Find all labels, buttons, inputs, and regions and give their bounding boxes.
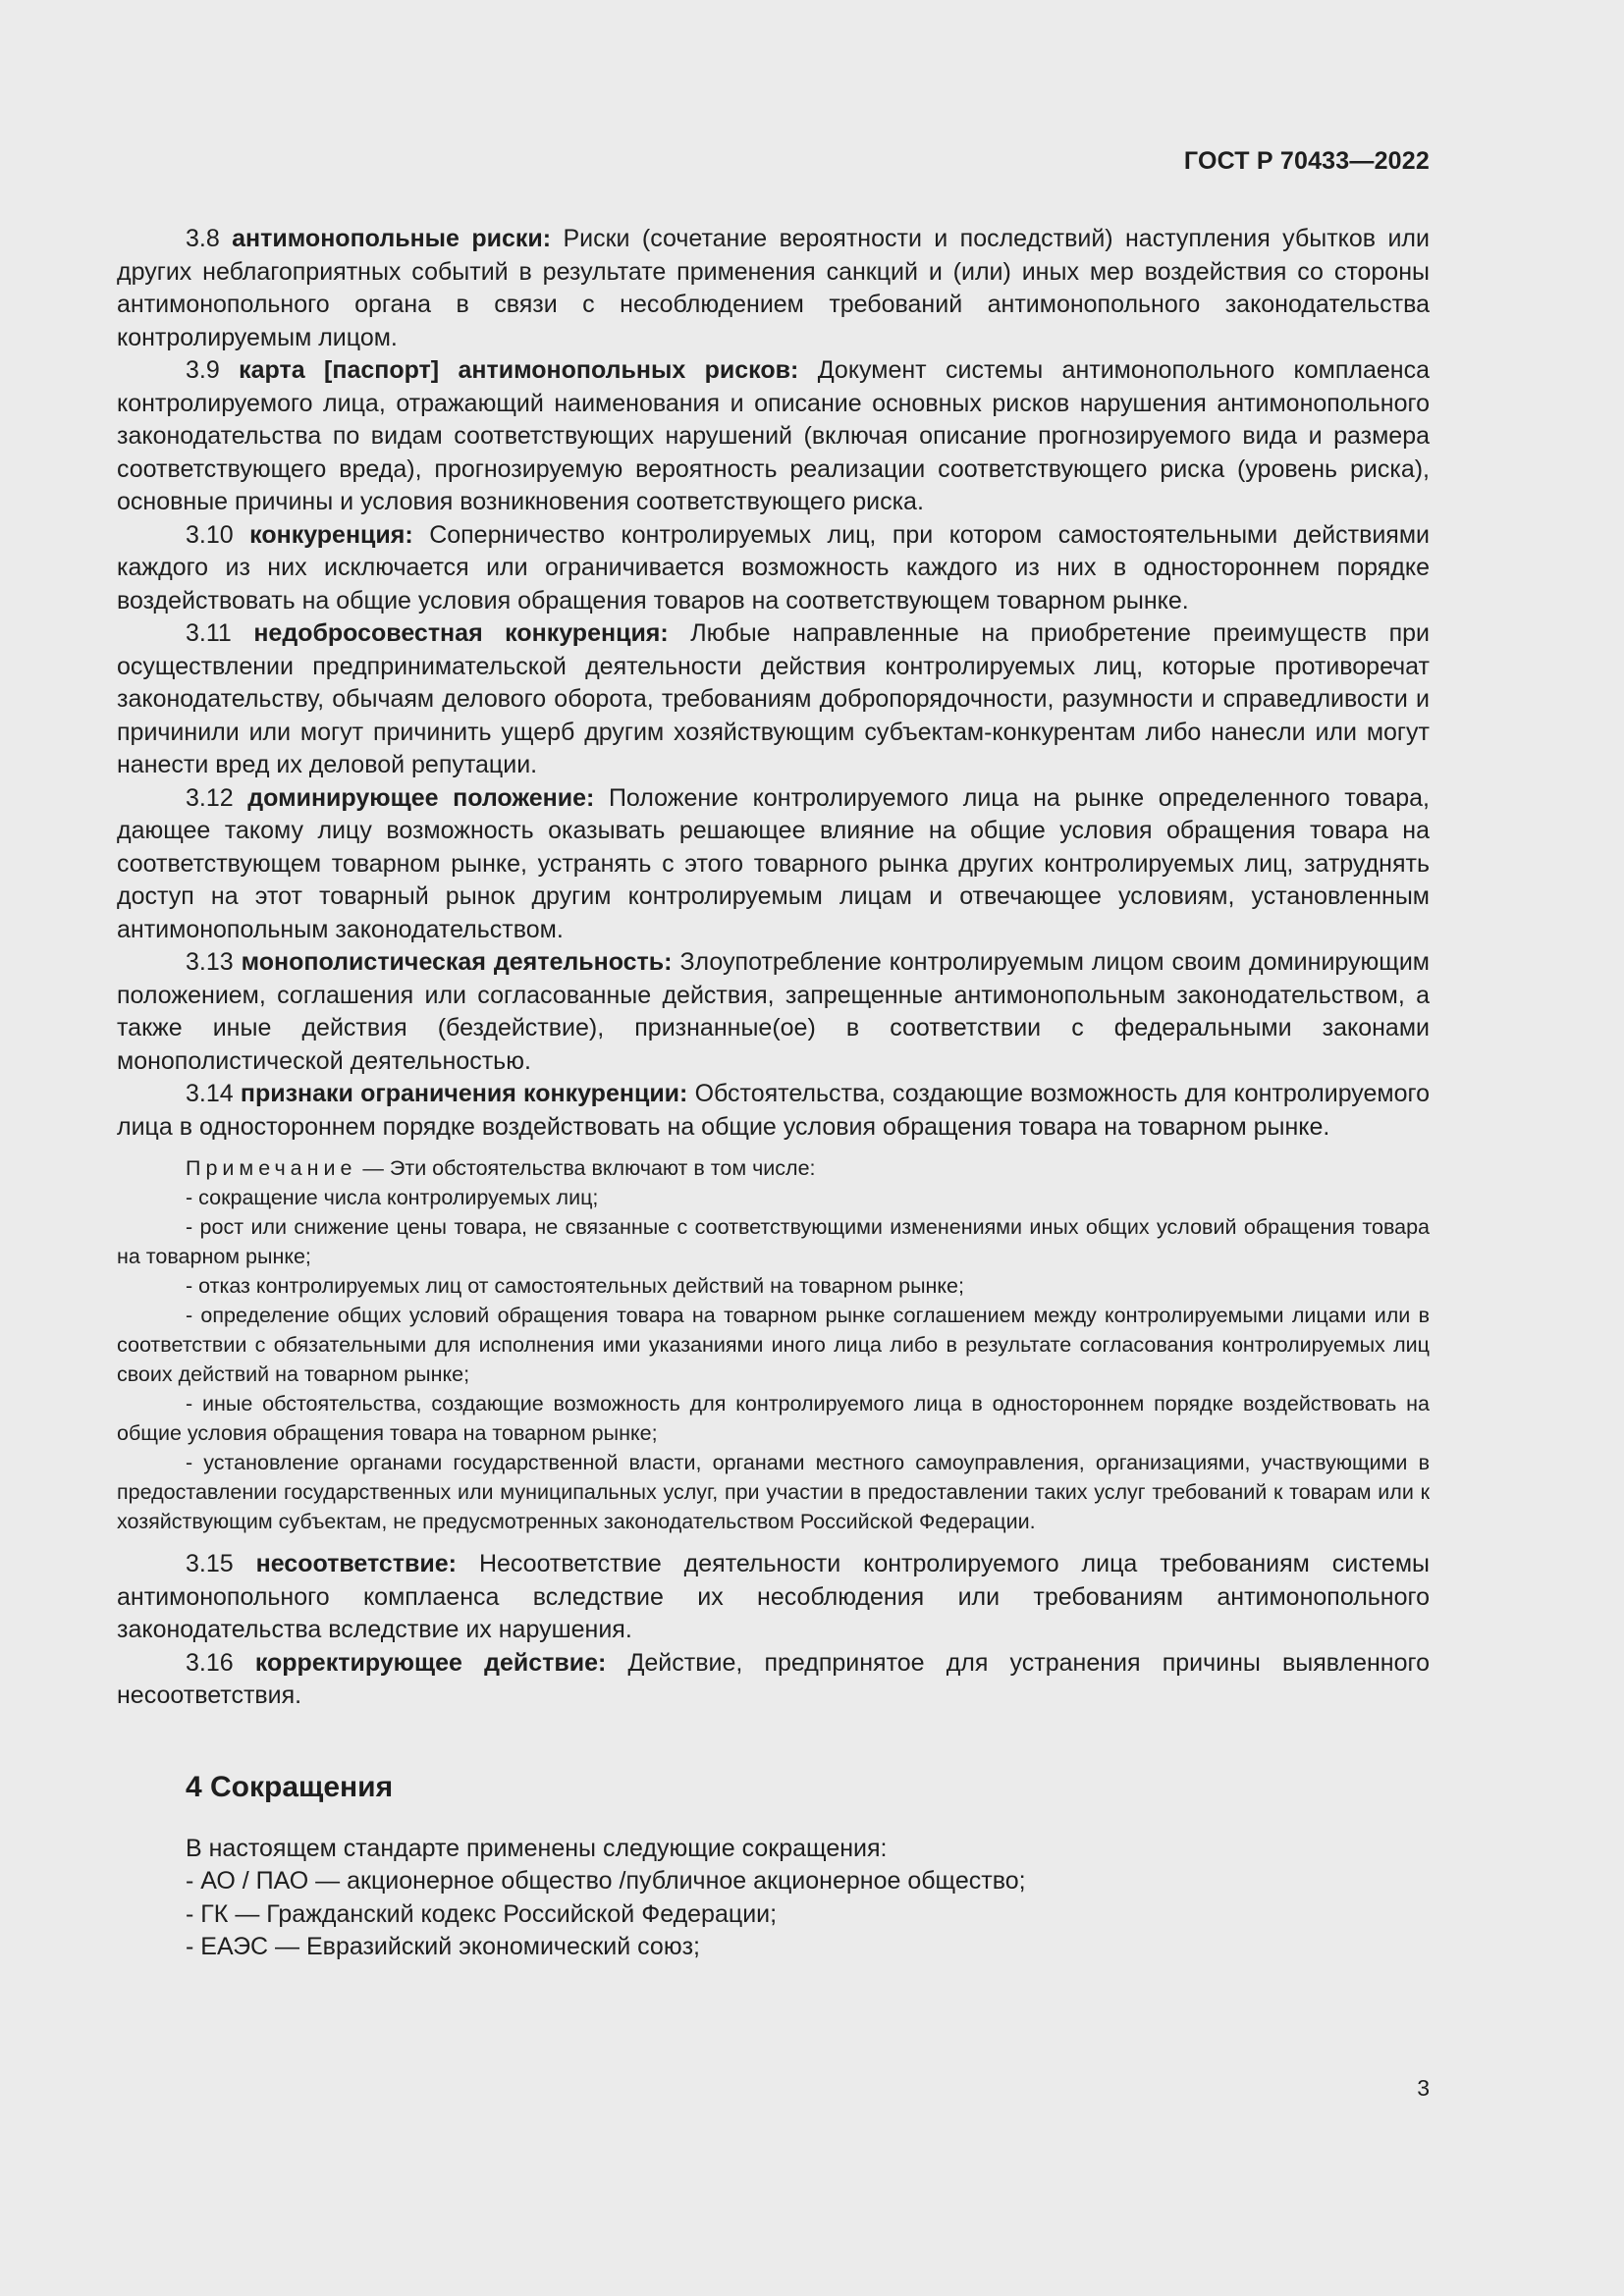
term-name: карта [паспорт] антимонопольных рисков: [239, 356, 799, 384]
term-number: 3.10 [186, 520, 234, 549]
term-number: 3.13 [186, 948, 234, 976]
note-item: - определение общих условий обращения товара на товарном рынке соглашением между контролируемыми лицами или в соответствии с обязательными для исполнения ими указаниями иного лица либо в результате согласования контролируемых лиц своих действий на товарном рынке; [117, 1304, 1430, 1386]
abbreviation-item: - ГК — Гражданский кодекс Российской Федерации; [186, 1899, 778, 1928]
term-definition [117, 354, 1430, 519]
term-definition [117, 1548, 1430, 1647]
term-definition [117, 1647, 1430, 1713]
term-name: антимонопольные риски: [232, 225, 552, 252]
term-text: Обстоятельства, создающие возможность для контролируемого лица в одностороннем порядке воздействовать на общие условия обращения товара на товарном рынке. [117, 1080, 1430, 1141]
term-number: 3.8 [186, 225, 220, 252]
term-definition [117, 617, 1430, 782]
term-number: 3.12 [186, 783, 234, 812]
term-number: 3.16 [186, 1648, 234, 1677]
note-items [117, 1183, 1430, 1536]
abbreviation-item: - ЕАЭС — Евразийский экономический союз; [186, 1933, 700, 1960]
note-item: - иные обстоятельства, создающие возможность для контролируемого лица в одностороннем порядке воздействовать на общие условия обращения товара на товарном рынке; [117, 1392, 1430, 1445]
term-text: Действие, предпринятое для устранения причины выявленного несоответствия. [117, 1648, 1430, 1709]
note-item: - установление органами государственной власти, органами местного самоуправления, организациями, участвующими в предоставлении государственных или муниципальных услуг, при участии в предоставлении таких услуг требований к товарам или к хозяйствующим субъектам, не предусмотренных законодательством Российской Федерации. [117, 1451, 1430, 1533]
note-item: - сокращение числа контролируемых лиц; [186, 1186, 599, 1209]
note-item: - отказ контролируемых лиц от самостоятельных действий на товарном рынке; [186, 1274, 964, 1298]
term-text: Документ системы антимонопольного комплаенса контролируемого лица, отражающий наименования и описание основных рисков нарушения антимонопольного законодательства по видам соответствующих нарушений (включая описание прогнозируемого вида и размера соответствующего вреда), прогнозируемую вероятность реализации соответствующего риска (уровень риска), основные причины и условия возникновения соответствующего риска. [117, 356, 1430, 515]
term-name: несоответствие: [255, 1550, 457, 1577]
term-number: 3.14 [186, 1080, 234, 1107]
note-heading [117, 1153, 1430, 1183]
note-block [117, 1153, 1430, 1536]
note-item: - рост или снижение цены товара, не связанные с соответствующими изменениями иных общих условий обращения товара на товарном рынке; [117, 1215, 1430, 1268]
term-text: Соперничество контролируемых лиц, при котором самостоятельными действиями каждого из них исключается или ограничивается возможность каждого из них в одностороннем порядке воздействовать на общие условия обращения товаров на соответствующем товарном рынке. [117, 520, 1430, 614]
term-text: Несоответствие деятельности контролируемого лица требованиям системы антимонопольного комплаенса вследствие их несоблюдения или требованиям антимонопольного законодательства вследствие их нарушения. [117, 1550, 1430, 1643]
term-definition [117, 223, 1430, 354]
term-text: Положение контролируемого лица на рынке определенного товара, дающее такому лицу возможность оказывать решающее влияние на общие условия обращения товара на соответствующем товарном рынке, устранять с этого товарного рынка других контролируемых лиц, затруднять доступ на этот товарный рынок другим контролируемым лицам и отвечающее условиям, установленным антимонопольным законодательством. [117, 783, 1430, 943]
term-name: монополистическая деятельность: [241, 948, 673, 976]
term-name: корректирующее действие: [254, 1648, 607, 1677]
term-definition [117, 782, 1430, 947]
term-name: доминирующее положение: [247, 783, 595, 812]
term-number: 3.15 [186, 1550, 234, 1577]
term-definition [117, 946, 1430, 1078]
page-number: 3 [1417, 2075, 1430, 2101]
abbreviations-list [117, 1865, 1430, 1964]
abbreviations-intro: В настоящем стандарте применены следующие сокращения: [186, 1834, 888, 1862]
doc-code-header: ГОСТ Р 70433—2022 [1183, 147, 1430, 175]
term-definition [117, 1078, 1430, 1144]
document-body [117, 223, 1430, 1964]
terms-list [117, 223, 1430, 1144]
note-intro: — Эти обстоятельства включают в том числе: [356, 1156, 816, 1180]
section-title: 4 Сокращения [186, 1770, 394, 1803]
term-name: недобросовестная конкуренция: [253, 619, 669, 647]
note-label: Примечание [186, 1156, 357, 1180]
term-number: 3.9 [186, 356, 220, 384]
term-text: Любые направленные на приобретение преимуществ при осуществлении предпринимательской деятельности действия контролируемых лиц, которые противоречат законодательству, обычаям делового оборота, требованиям добропорядочности, разумности и справедливости и причинили или могут причинить ущерб другим хозяйствующим субъектам-конкурентам либо нанесли или могут нанести вред их деловой репутации. [117, 619, 1430, 778]
term-text: Злоупотребление контролируемым лицом своим доминирующим положением, соглашения или согласованные действия, запрещенные антимонопольным законодательством, а также иные действия (бездействие), признанные(ое) в соответствии с федеральными законами монополистической деятельностью. [117, 948, 1430, 1075]
term-definition [117, 519, 1430, 618]
term-name: конкуренция: [249, 520, 413, 549]
abbreviation-item: - АО / ПАО — акционерное общество /публичное акционерное общество; [186, 1867, 1026, 1895]
terms-list-continued [117, 1548, 1430, 1713]
term-name: признаки ограничения конкуренции: [240, 1080, 688, 1107]
term-text: Риски (сочетание вероятности и последствий) наступления убытков или других неблагоприятных событий в результате применения санкций и (или) иных мер воздействия со стороны антимонопольного органа в связи с несоблюдением требований антимонопольного законодательства контролируемым лицом. [117, 225, 1430, 351]
term-number: 3.11 [186, 619, 232, 647]
